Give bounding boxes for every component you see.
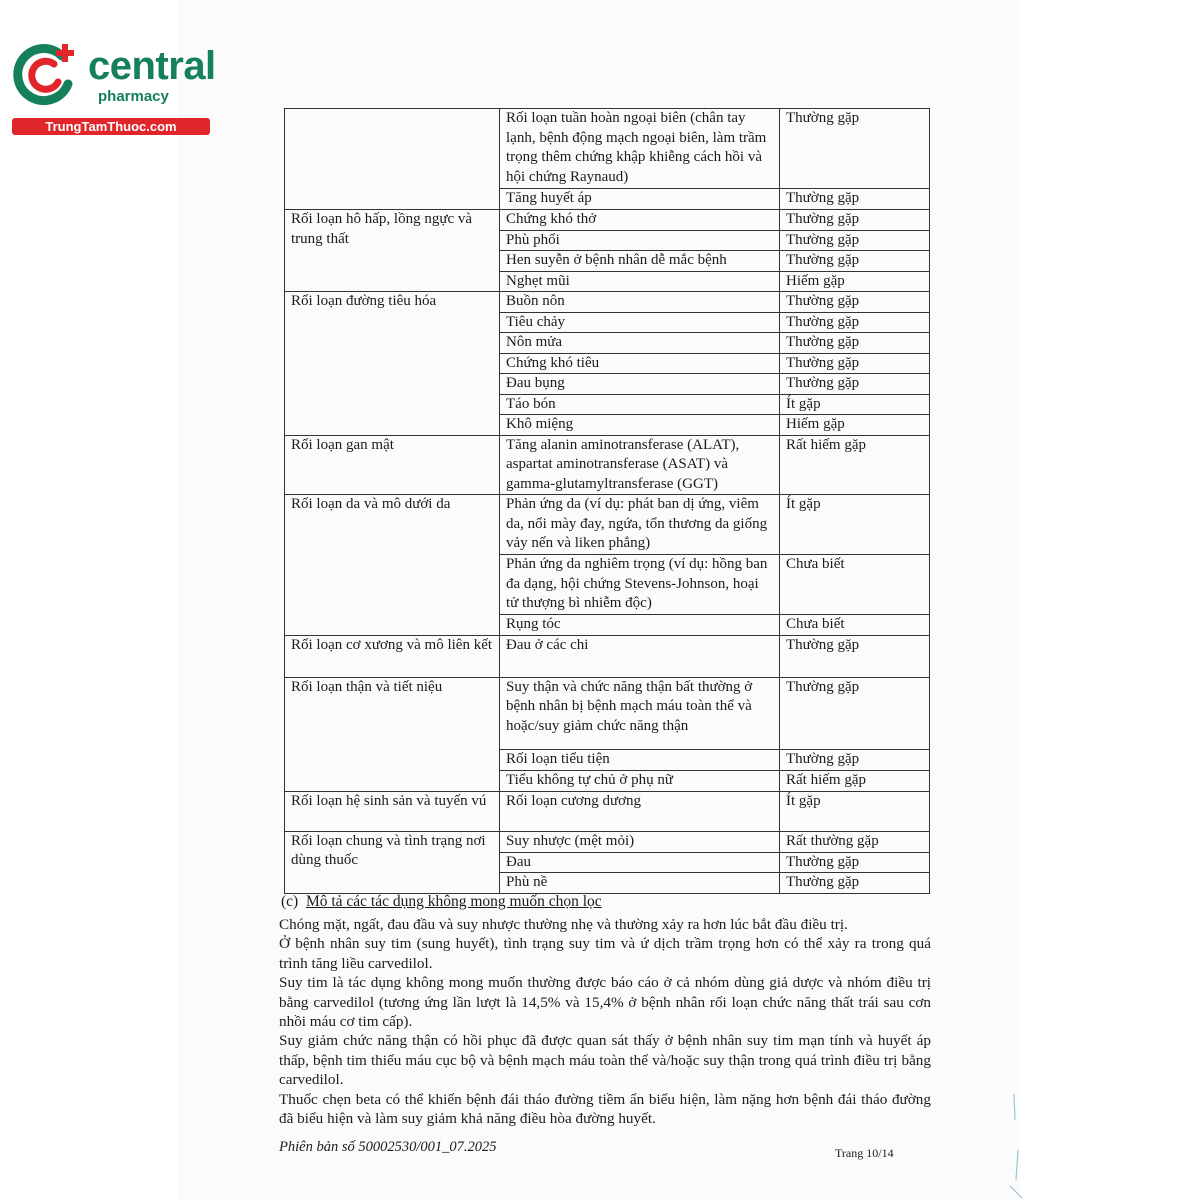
adverse-effects-table [284,108,930,894]
paragraph: Suy giảm chức năng thận có hồi phục đã được quan sát thấy ở bệnh nhân suy tim mạn tính và huyết áp thấp, bệnh tim thiếu máu cục bộ và bệnh mạch máu toàn thể và/hoặc suy thận trong quá trình điều trị bằng carvedilol. [279,1032,931,1089]
adverse-effect-cell: Táo bón [500,394,780,415]
organ-class-cell: Rối loạn gan mật [285,435,500,495]
frequency-cell: Hiếm gặp [780,271,930,292]
frequency-cell: Thường gặp [780,109,930,189]
frequency-cell: Ít gặp [780,791,930,831]
adverse-effect-cell: Phản ứng da (ví dụ: phát ban dị ứng, viêm da, nổi mày đay, ngứa, tổn thương da giống vảy nến và liken phẳng) [500,495,780,555]
adverse-effect-cell: Đau ở các chi [500,635,780,677]
frequency-cell: Thường gặp [780,251,930,272]
section-c-marker: (c) [281,893,299,910]
scan-edge-mark [1006,1090,1024,1200]
table-row [285,791,930,831]
adverse-effect-cell: Rối loạn cương dương [500,791,780,831]
brand-name: central [88,44,216,88]
organ-class-cell: Rối loạn đường tiêu hóa [285,292,500,436]
adverse-effect-cell: Đau [500,852,780,873]
adverse-effect-cell: Tiêu chảy [500,312,780,333]
frequency-cell: Chưa biết [780,615,930,636]
adverse-effect-cell: Suy nhược (mệt mỏi) [500,831,780,852]
table-row [285,495,930,555]
adverse-effect-cell: Phản ứng da nghiêm trọng (ví dụ: hồng ban đa dạng, hội chứng Stevens-Johnson, hoại tử thượng bì nhiễm độc) [500,555,780,615]
frequency-cell: Thường gặp [780,677,930,749]
frequency-cell: Thường gặp [780,230,930,251]
section-c-heading [281,892,602,912]
frequency-cell: Rất thường gặp [780,831,930,852]
frequency-cell: Thường gặp [780,189,930,210]
paragraph: Suy tim là tác dụng không mong muốn thường được báo cáo ở cả nhóm dùng giả dược và nhóm điều trị bằng carvedilol (tương ứng lần lượt là 14,5% và 15,4% ở bệnh nhân rối loạn chức năng thất trái sau cơn nhồi máu cơ tim cấp). [279,974,931,1031]
adverse-effect-cell: Hen suyễn ở bệnh nhân dễ mắc bệnh [500,251,780,272]
brand-logo[interactable] [10,36,220,136]
organ-class-cell [285,109,500,210]
frequency-cell: Rất hiếm gặp [780,770,930,791]
central-pharmacy-logo-icon [10,38,82,110]
adverse-effect-cell: Nôn mửa [500,333,780,354]
table-row [285,210,930,231]
adverse-effect-cell: Chứng khó thở [500,210,780,231]
organ-class-cell: Rối loạn chung và tình trạng nơi dùng thuốc [285,831,500,893]
section-c-title: Mô tả các tác dụng không mong muốn chọn lọc [305,893,602,910]
table-row [285,677,930,749]
table-row [285,831,930,852]
frequency-cell: Thường gặp [780,873,930,894]
adverse-effect-cell: Tiểu không tự chủ ở phụ nữ [500,770,780,791]
adverse-effect-cell: Phù nề [500,873,780,894]
paragraph: Chóng mặt, ngất, đau đầu và suy nhược thường nhẹ và thường xảy ra hơn lúc bắt đầu điều trị. [279,916,848,933]
frequency-cell: Thường gặp [780,749,930,770]
frequency-cell: Hiếm gặp [780,415,930,436]
frequency-cell: Thường gặp [780,292,930,313]
adverse-effect-cell: Rụng tóc [500,615,780,636]
adverse-effect-cell: Buồn nôn [500,292,780,313]
frequency-cell: Ít gặp [780,394,930,415]
adverse-effect-cell: Suy thận và chức năng thận bất thường ở bệnh nhân bị bệnh mạch máu toàn thể và hoặc/suy giảm chức năng thận [500,677,780,749]
frequency-cell: Thường gặp [780,635,930,677]
section-c-body [279,915,931,1128]
organ-class-cell: Rối loạn hô hấp, lồng ngực và trung thất [285,210,500,292]
table-row [285,109,930,189]
frequency-cell: Thường gặp [780,374,930,395]
organ-class-cell: Rối loạn thận và tiết niệu [285,677,500,791]
frequency-cell: Chưa biết [780,555,930,615]
brand-tagline: pharmacy [98,88,169,105]
version-number: Phiên bản số 50002530/001_07.2025 [279,1139,497,1155]
adverse-effect-cell: Phù phổi [500,230,780,251]
frequency-cell: Thường gặp [780,333,930,354]
adverse-effect-cell: Rối loạn tiểu tiện [500,749,780,770]
frequency-cell: Thường gặp [780,312,930,333]
paragraph: Thuốc chẹn beta có thể khiến bệnh đái tháo đường tiềm ẩn biểu hiện, làm nặng hơn bệnh đái tháo đường đã biểu hiện và làm suy giảm khả năng điều hòa đường huyết. [279,1090,931,1128]
adverse-effect-cell: Rối loạn tuần hoàn ngoại biên (chân tay lạnh, bệnh động mạch ngoại biên, làm trầm trọng thêm chứng khập khiễng cách hồi và hội chứng Raynaud) [500,109,780,189]
organ-class-cell: Rối loạn hệ sinh sản và tuyến vú [285,791,500,831]
adverse-effect-cell: Nghẹt mũi [500,271,780,292]
page-number: Trang 10/14 [835,1146,894,1160]
organ-class-cell: Rối loạn da và mô dưới da [285,495,500,636]
adverse-effect-cell: Khô miệng [500,415,780,436]
table-row [285,635,930,677]
table-row [285,435,930,495]
organ-class-cell: Rối loạn cơ xương và mô liên kết [285,635,500,677]
table-row [285,292,930,313]
adverse-effect-cell: Chứng khó tiêu [500,353,780,374]
frequency-cell: Rất hiếm gặp [780,435,930,495]
adverse-effect-cell: Tăng huyết áp [500,189,780,210]
paragraph: Ở bệnh nhân suy tim (sung huyết), tình trạng suy tim và ứ dịch trầm trọng hơn có thể xảy ra trong quá trình tăng liều carvedilol. [279,935,931,972]
brand-url[interactable]: TrungTamThuoc.com [12,118,210,135]
adverse-effect-cell: Đau bụng [500,374,780,395]
frequency-cell: Ít gặp [780,495,930,555]
frequency-cell: Thường gặp [780,210,930,231]
frequency-cell: Thường gặp [780,852,930,873]
adverse-effect-cell: Tăng alanin aminotransferase (ALAT), aspartat aminotransferase (ASAT) và gamma-glutamyltransferase (GGT) [500,435,780,495]
frequency-cell: Thường gặp [780,353,930,374]
